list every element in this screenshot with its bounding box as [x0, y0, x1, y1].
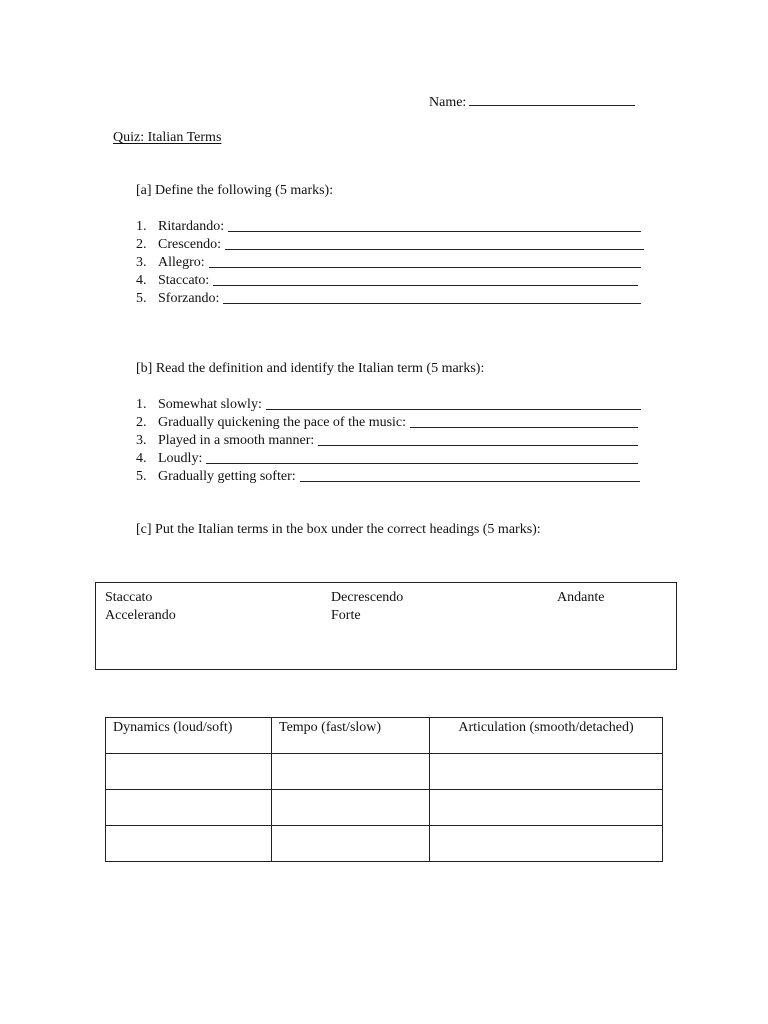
name-field[interactable]	[429, 93, 635, 111]
answer-blank[interactable]	[223, 302, 641, 304]
item-label: Played in a smooth manner:	[158, 433, 315, 448]
term-accelerando: Accelerando	[105, 608, 176, 623]
item-label: Gradually getting softer:	[158, 469, 296, 484]
table-cell[interactable]	[430, 754, 663, 790]
answer-blank[interactable]	[209, 266, 641, 268]
answer-blank[interactable]	[225, 248, 644, 250]
list-item	[136, 290, 641, 308]
item-label: Allegro:	[158, 255, 205, 270]
item-number: 4.	[136, 451, 147, 466]
section-a-heading: [a] Define the following (5 marks):	[136, 183, 334, 198]
answer-blank[interactable]	[206, 462, 638, 464]
table-row	[106, 754, 663, 790]
item-label: Loudly:	[158, 451, 203, 466]
item-label: Somewhat slowly:	[158, 397, 262, 412]
item-label: Crescendo:	[158, 237, 221, 252]
header-tempo: Tempo (fast/slow)	[272, 718, 430, 754]
answer-blank[interactable]	[266, 408, 641, 410]
item-number: 1.	[136, 397, 147, 412]
item-number: 2.	[136, 237, 147, 252]
name-blank[interactable]	[469, 93, 635, 106]
item-number: 3.	[136, 433, 147, 448]
section-a-list	[136, 218, 641, 308]
list-item	[136, 414, 638, 432]
table-cell[interactable]	[272, 790, 430, 826]
section-b-heading: [b] Read the definition and identify the Italian term (5 marks):	[136, 361, 485, 376]
table-cell[interactable]	[272, 826, 430, 862]
table-row	[106, 826, 663, 862]
table-cell[interactable]	[430, 826, 663, 862]
item-label: Staccato:	[158, 273, 210, 288]
table-cell[interactable]	[272, 754, 430, 790]
list-item	[136, 254, 641, 272]
section-c-heading: [c] Put the Italian terms in the box under the correct headings (5 marks):	[136, 522, 541, 537]
list-item	[136, 236, 644, 254]
item-number: 5.	[136, 291, 147, 306]
answer-blank[interactable]	[300, 480, 640, 482]
answer-blank[interactable]	[228, 230, 641, 232]
term-staccato: Staccato	[105, 590, 153, 605]
item-number: 4.	[136, 273, 147, 288]
term-andante: Andante	[557, 590, 605, 605]
term-forte: Forte	[331, 608, 361, 623]
answer-blank[interactable]	[410, 426, 638, 428]
list-item	[136, 450, 638, 468]
section-b-list	[136, 396, 641, 486]
list-item	[136, 218, 641, 236]
answer-blank[interactable]	[213, 284, 638, 286]
answer-blank[interactable]	[318, 444, 638, 446]
table-cell[interactable]	[430, 790, 663, 826]
name-label: Name:	[429, 95, 467, 110]
item-label: Gradually quickening the pace of the music:	[158, 415, 407, 430]
term-decrescendo: Decrescendo	[331, 590, 404, 605]
table-row	[106, 790, 663, 826]
list-item	[136, 432, 638, 450]
item-number: 1.	[136, 219, 147, 234]
list-item	[136, 272, 638, 290]
table-cell[interactable]	[106, 826, 272, 862]
header-dynamics: Dynamics (loud/soft)	[106, 718, 272, 754]
table-header-row	[106, 718, 663, 754]
table-cell[interactable]	[106, 754, 272, 790]
item-number: 2.	[136, 415, 147, 430]
header-articulation: Articulation (smooth/detached)	[430, 718, 663, 754]
item-number: 5.	[136, 469, 147, 484]
page-title: Quiz: Italian Terms	[113, 130, 222, 145]
list-item	[136, 396, 641, 414]
sorting-table	[105, 717, 663, 862]
item-label: Ritardando:	[158, 219, 225, 234]
list-item	[136, 468, 640, 486]
table-cell[interactable]	[106, 790, 272, 826]
terms-box	[95, 582, 677, 670]
item-label: Sforzando:	[158, 291, 220, 306]
item-number: 3.	[136, 255, 147, 270]
